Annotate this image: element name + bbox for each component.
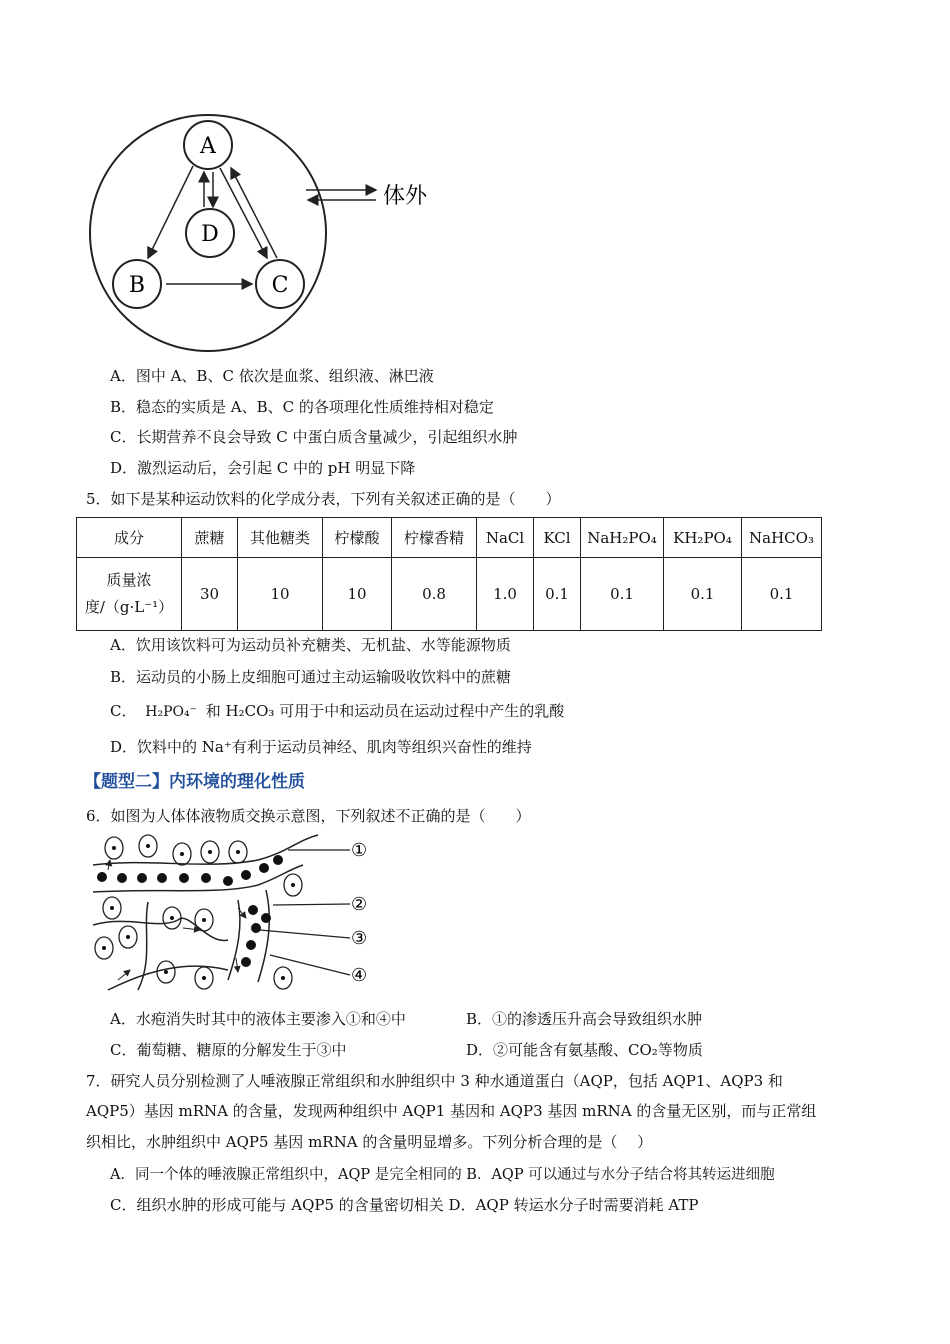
table-col-7: NaH₂PO₄ (581, 518, 664, 558)
q7-options-cd: C．组织水肿的形成可能与 AQP5 的含量密切相关 D．AQP 转运水分子时需要消耗 ATP (110, 1196, 699, 1214)
table-col-4: 柠檬香精 (392, 518, 477, 558)
q4-option-b: B．稳态的实质是 A、B、C 的各项理化性质维持相对稳定 (110, 398, 494, 416)
node-c-label: C (271, 273, 289, 298)
q5-stem: 5．如下是某种运动饮料的化学成分表，下列有关叙述正确的是（ ） (86, 490, 561, 508)
table-value-9: 0.1 (742, 558, 822, 631)
section-title: 【题型二】内环境的理化性质 (84, 772, 305, 792)
label-1: ① (351, 840, 368, 861)
label-2: ② (351, 894, 368, 915)
row-label-line1: 质量浓 (106, 571, 152, 589)
table-row-label (77, 558, 182, 631)
q4-option-c: C．长期营养不良会导致 C 中蛋白质含量减少，引起组织水肿 (110, 428, 518, 446)
body-fluid-diagram (80, 108, 460, 358)
table-header-label: 成分 (77, 518, 182, 558)
q6-option-a: A．水疱消失时其中的液体主要渗入①和④中 (110, 1010, 406, 1028)
q4-option-a: A．图中 A、B、C 依次是血浆、组织液、淋巴液 (110, 367, 434, 385)
node-a-label: A (200, 134, 216, 159)
table-value-5: 1.0 (477, 558, 534, 631)
table-col-6: KCl (534, 518, 581, 558)
q7-line-1: 7．研究人员分别检测了人唾液腺正常组织和水肿组织中 3 种水通道蛋白（AQP，包括 AQP1、AQP3 和 (86, 1072, 783, 1090)
q7-options-ab: A．同一个体的唾液腺正常组织中，AQP 是完全相同的 B．AQP 可以通过与水分子结合将其转运进细胞 (110, 1167, 775, 1183)
table-col-5: NaCl (477, 518, 534, 558)
table-value-8: 0.1 (664, 558, 742, 631)
q7-line-3: 织相比，水肿组织中 AQP5 基因 mRNA 的含量明显增多。下列分析合理的是（ ） (86, 1133, 653, 1151)
q4-option-d: D．激烈运动后，会引起 C 中的 pH 明显下降 (110, 459, 416, 477)
q6-option-c: C．葡萄糖、糖原的分解发生于③中 (110, 1041, 347, 1059)
q5-option-c-formula: H₂PO₄⁻ (145, 704, 197, 720)
q5-option-c-prefix: C． (110, 702, 137, 720)
table-value-4: 0.8 (392, 558, 477, 631)
outside-label: 体外 (383, 184, 428, 209)
table-col-2: 其他糖类 (238, 518, 323, 558)
label-3: ③ (351, 928, 368, 949)
q6-stem: 6．如图为人体体液物质交换示意图，下列叙述不正确的是（ ） (86, 807, 531, 825)
q7-line-2: AQP5）基因 mRNA 的含量，发现两种组织中 AQP1 基因和 AQP3 基因 mRNA 的含量无区别，而与正常组 (86, 1102, 817, 1120)
table-col-1: 蔗糖 (182, 518, 238, 558)
table-value-2: 10 (238, 558, 323, 631)
row-label-line2: 度/（g·L⁻¹） (84, 598, 174, 616)
q5-option-a: A．饮用该饮料可为运动员补充糖类、无机盐、水等能源物质 (110, 636, 511, 654)
label-4: ④ (351, 965, 368, 986)
table-value-7: 0.1 (581, 558, 664, 631)
q5-option-c-text: 和 H₂CO₃ 可用于中和运动员在运动过程中产生的乳酸 (205, 702, 565, 720)
table-value-1: 30 (182, 558, 238, 631)
q5-option-b: B．运动员的小肠上皮细胞可通过主动运输吸收饮料中的蔗糖 (110, 668, 512, 686)
fluid-exchange-diagram (88, 830, 378, 998)
q6-option-d: D．②可能含有氨基酸、CO₂等物质 (466, 1041, 703, 1059)
node-b-label: B (128, 273, 146, 298)
q5-option-d: D．饮料中的 Na⁺有利于运动员神经、肌肉等组织兴奋性的维持 (110, 738, 532, 756)
table-value-6: 0.1 (534, 558, 581, 631)
composition-table (76, 517, 822, 631)
q5-option-c (110, 700, 564, 721)
node-d-label: D (201, 222, 219, 247)
table-col-3: 柠檬酸 (323, 518, 392, 558)
table-col-8: KH₂PO₄ (664, 518, 742, 558)
table-value-3: 10 (323, 558, 392, 631)
table-col-9: NaHCO₃ (742, 518, 822, 558)
q6-option-b: B．①的渗透压升高会导致组织水肿 (466, 1010, 703, 1028)
